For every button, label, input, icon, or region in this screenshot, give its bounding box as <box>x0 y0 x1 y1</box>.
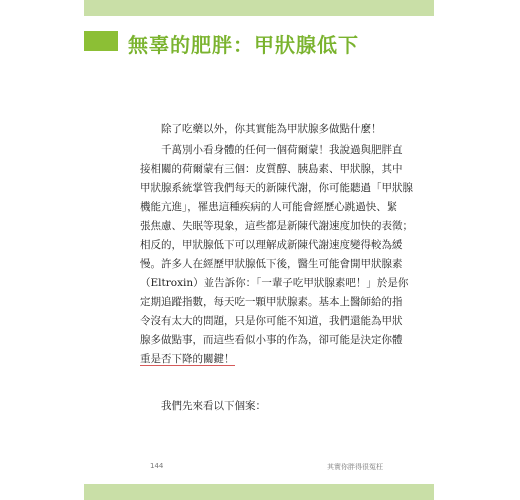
top-color-band <box>84 0 434 16</box>
chapter-heading <box>84 28 434 56</box>
text-line: （Eltroxin）並告訴你：「一輩子吃甲狀腺素吧！」於是你 <box>140 277 409 289</box>
bottom-color-band <box>84 484 434 500</box>
text-line: 張焦慮、失眠等現象，這些都是新陳代謝速度加快的表徵； <box>140 220 413 232</box>
text-line: 甲狀腺系統掌管我們每天的新陳代謝，你可能聽過「甲狀腺 <box>140 182 413 194</box>
text-line: 腺多做點事，而這些看似小事的作為，卻可能是決定你體 <box>140 334 403 346</box>
text-line: 機能亢進」，罹患這種疾病的人可能會經歷心跳過快、緊 <box>140 201 398 213</box>
main-paragraph <box>140 141 413 369</box>
intro-paragraph <box>140 120 380 139</box>
text-line: 接相關的荷爾蒙有三個：皮質醇、胰島素、甲狀腺，其中 <box>140 163 403 175</box>
text-line: 千萬別小看身體的任何一個荷爾蒙！我說過與肥胖直 <box>161 144 403 156</box>
text-line: 慢。許多人在經歷甲狀腺低下後，醫生可能會開甲狀腺素 <box>140 258 403 270</box>
text-line: 令沒有太大的問題，只是你可能不知道，我們還能為甲狀 <box>140 315 403 327</box>
page-title: 無辜的肥胖：甲狀腺低下 <box>128 33 359 57</box>
text-line: 我們先來看以下個案： <box>161 400 266 412</box>
underlined-emphasis: 重是否下降的關鍵！ <box>140 353 235 365</box>
text-line: 定期追蹤指數，每天吃一顆甲狀腺素。基本上醫師給的指 <box>140 296 403 308</box>
text-line: 相反的，甲狀腺低下可以理解成新陳代謝速度變得較為緩 <box>140 239 403 251</box>
body-text <box>140 120 413 416</box>
page-number: 144 <box>150 462 164 470</box>
running-footer-title: 其實你胖得很冤枉 <box>327 463 383 471</box>
text-line <box>140 350 380 369</box>
text-line: 除了吃藥以外，你其實能為甲狀腺多做點什麼！ <box>161 123 382 135</box>
case-intro-paragraph <box>140 397 380 416</box>
heading-marker-block <box>84 31 118 51</box>
